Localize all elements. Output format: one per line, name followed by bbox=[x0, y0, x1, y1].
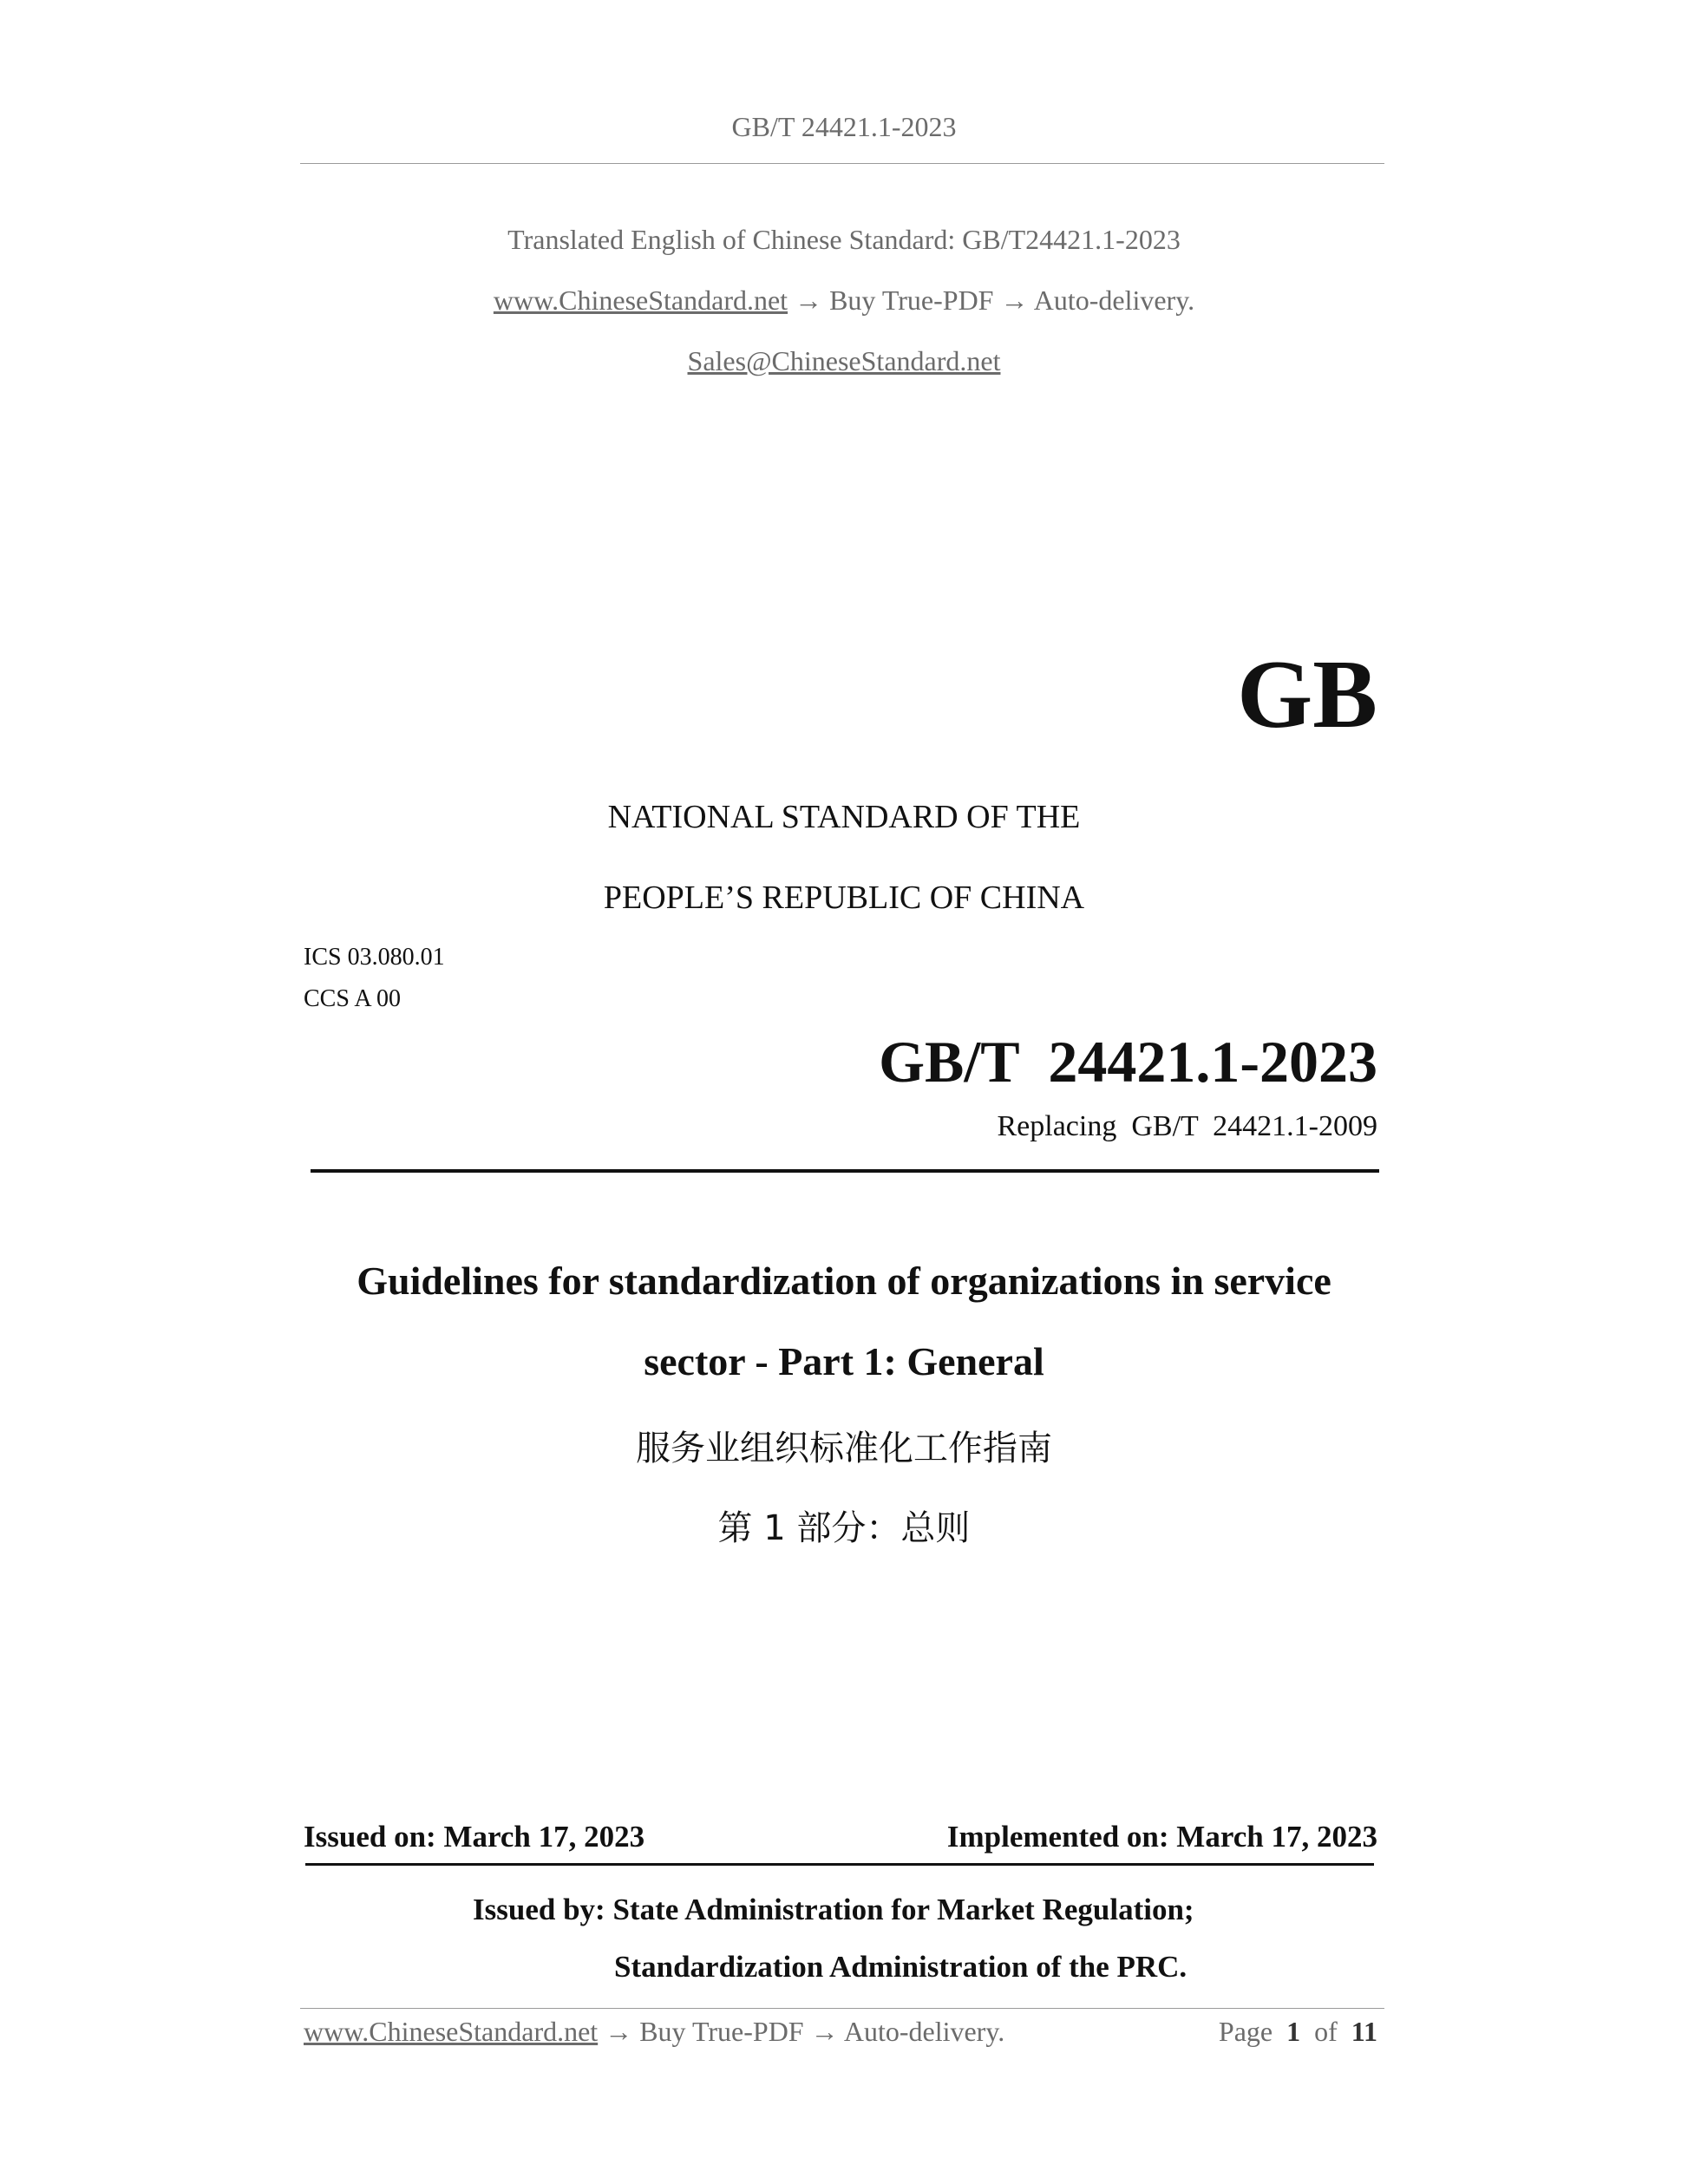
title-cn-line2: 第 1 部分：总则 bbox=[717, 1508, 971, 1548]
ccs-code: CCS A 00 bbox=[304, 985, 402, 1012]
page-word: Page bbox=[1218, 2016, 1273, 2047]
delivery-text: → Buy True-PDF → Auto-delivery. bbox=[788, 284, 1195, 316]
title-divider bbox=[311, 1169, 1379, 1173]
replacing-standard: Replacing GB/T 24421.1-2009 bbox=[997, 1110, 1377, 1142]
national-standard-line2: PEOPLE’S REPUBLIC OF CHINA bbox=[603, 879, 1085, 916]
running-header: GB/T 24421.1-2023 bbox=[731, 111, 957, 142]
page-number: 1 bbox=[1286, 2016, 1301, 2047]
dates-divider bbox=[305, 1863, 1374, 1866]
email-link[interactable]: Sales@ChineseStandard.net bbox=[687, 345, 1001, 376]
footer-delivery-line bbox=[304, 2016, 1004, 2048]
title-en-line2: sector - Part 1: General bbox=[644, 1339, 1044, 1383]
national-standard-line1: NATIONAL STANDARD OF THE bbox=[607, 799, 1081, 835]
footer-delivery-text: → Buy True-PDF → Auto-delivery. bbox=[598, 2016, 1005, 2047]
title-cn-line1: 服务业组织标准化工作指南 bbox=[636, 1429, 1052, 1468]
standard-number: GB/T 24421.1-2023 bbox=[879, 1029, 1377, 1095]
page-total: 11 bbox=[1351, 2016, 1377, 2047]
issued-by-line2: Standardization Administration of the PRC. bbox=[614, 1950, 1187, 1984]
gb-mark: GB bbox=[1237, 641, 1377, 749]
ics-code: ICS 03.080.01 bbox=[304, 944, 445, 971]
issued-on: Issued on: March 17, 2023 bbox=[304, 1820, 645, 1854]
implemented-on: Implemented on: March 17, 2023 bbox=[946, 1820, 1377, 1854]
footer-divider bbox=[300, 2008, 1384, 2009]
of-word: of bbox=[1314, 2016, 1338, 2047]
site-link[interactable]: www.ChineseStandard.net bbox=[493, 284, 788, 316]
header-divider bbox=[300, 163, 1384, 164]
issued-by-line1: Issued by: State Administration for Market Regulation; bbox=[473, 1893, 1194, 1926]
title-en-line1: Guidelines for standardization of organizations in service bbox=[357, 1259, 1331, 1303]
footer-site-link[interactable]: www.ChineseStandard.net bbox=[304, 2016, 599, 2047]
promo-line: Translated English of Chinese Standard: GB/T24421.1-2023 bbox=[507, 224, 1181, 255]
promo-delivery-line bbox=[0, 284, 1688, 317]
email-line bbox=[0, 345, 1688, 377]
page-indicator bbox=[1219, 2016, 1377, 2048]
